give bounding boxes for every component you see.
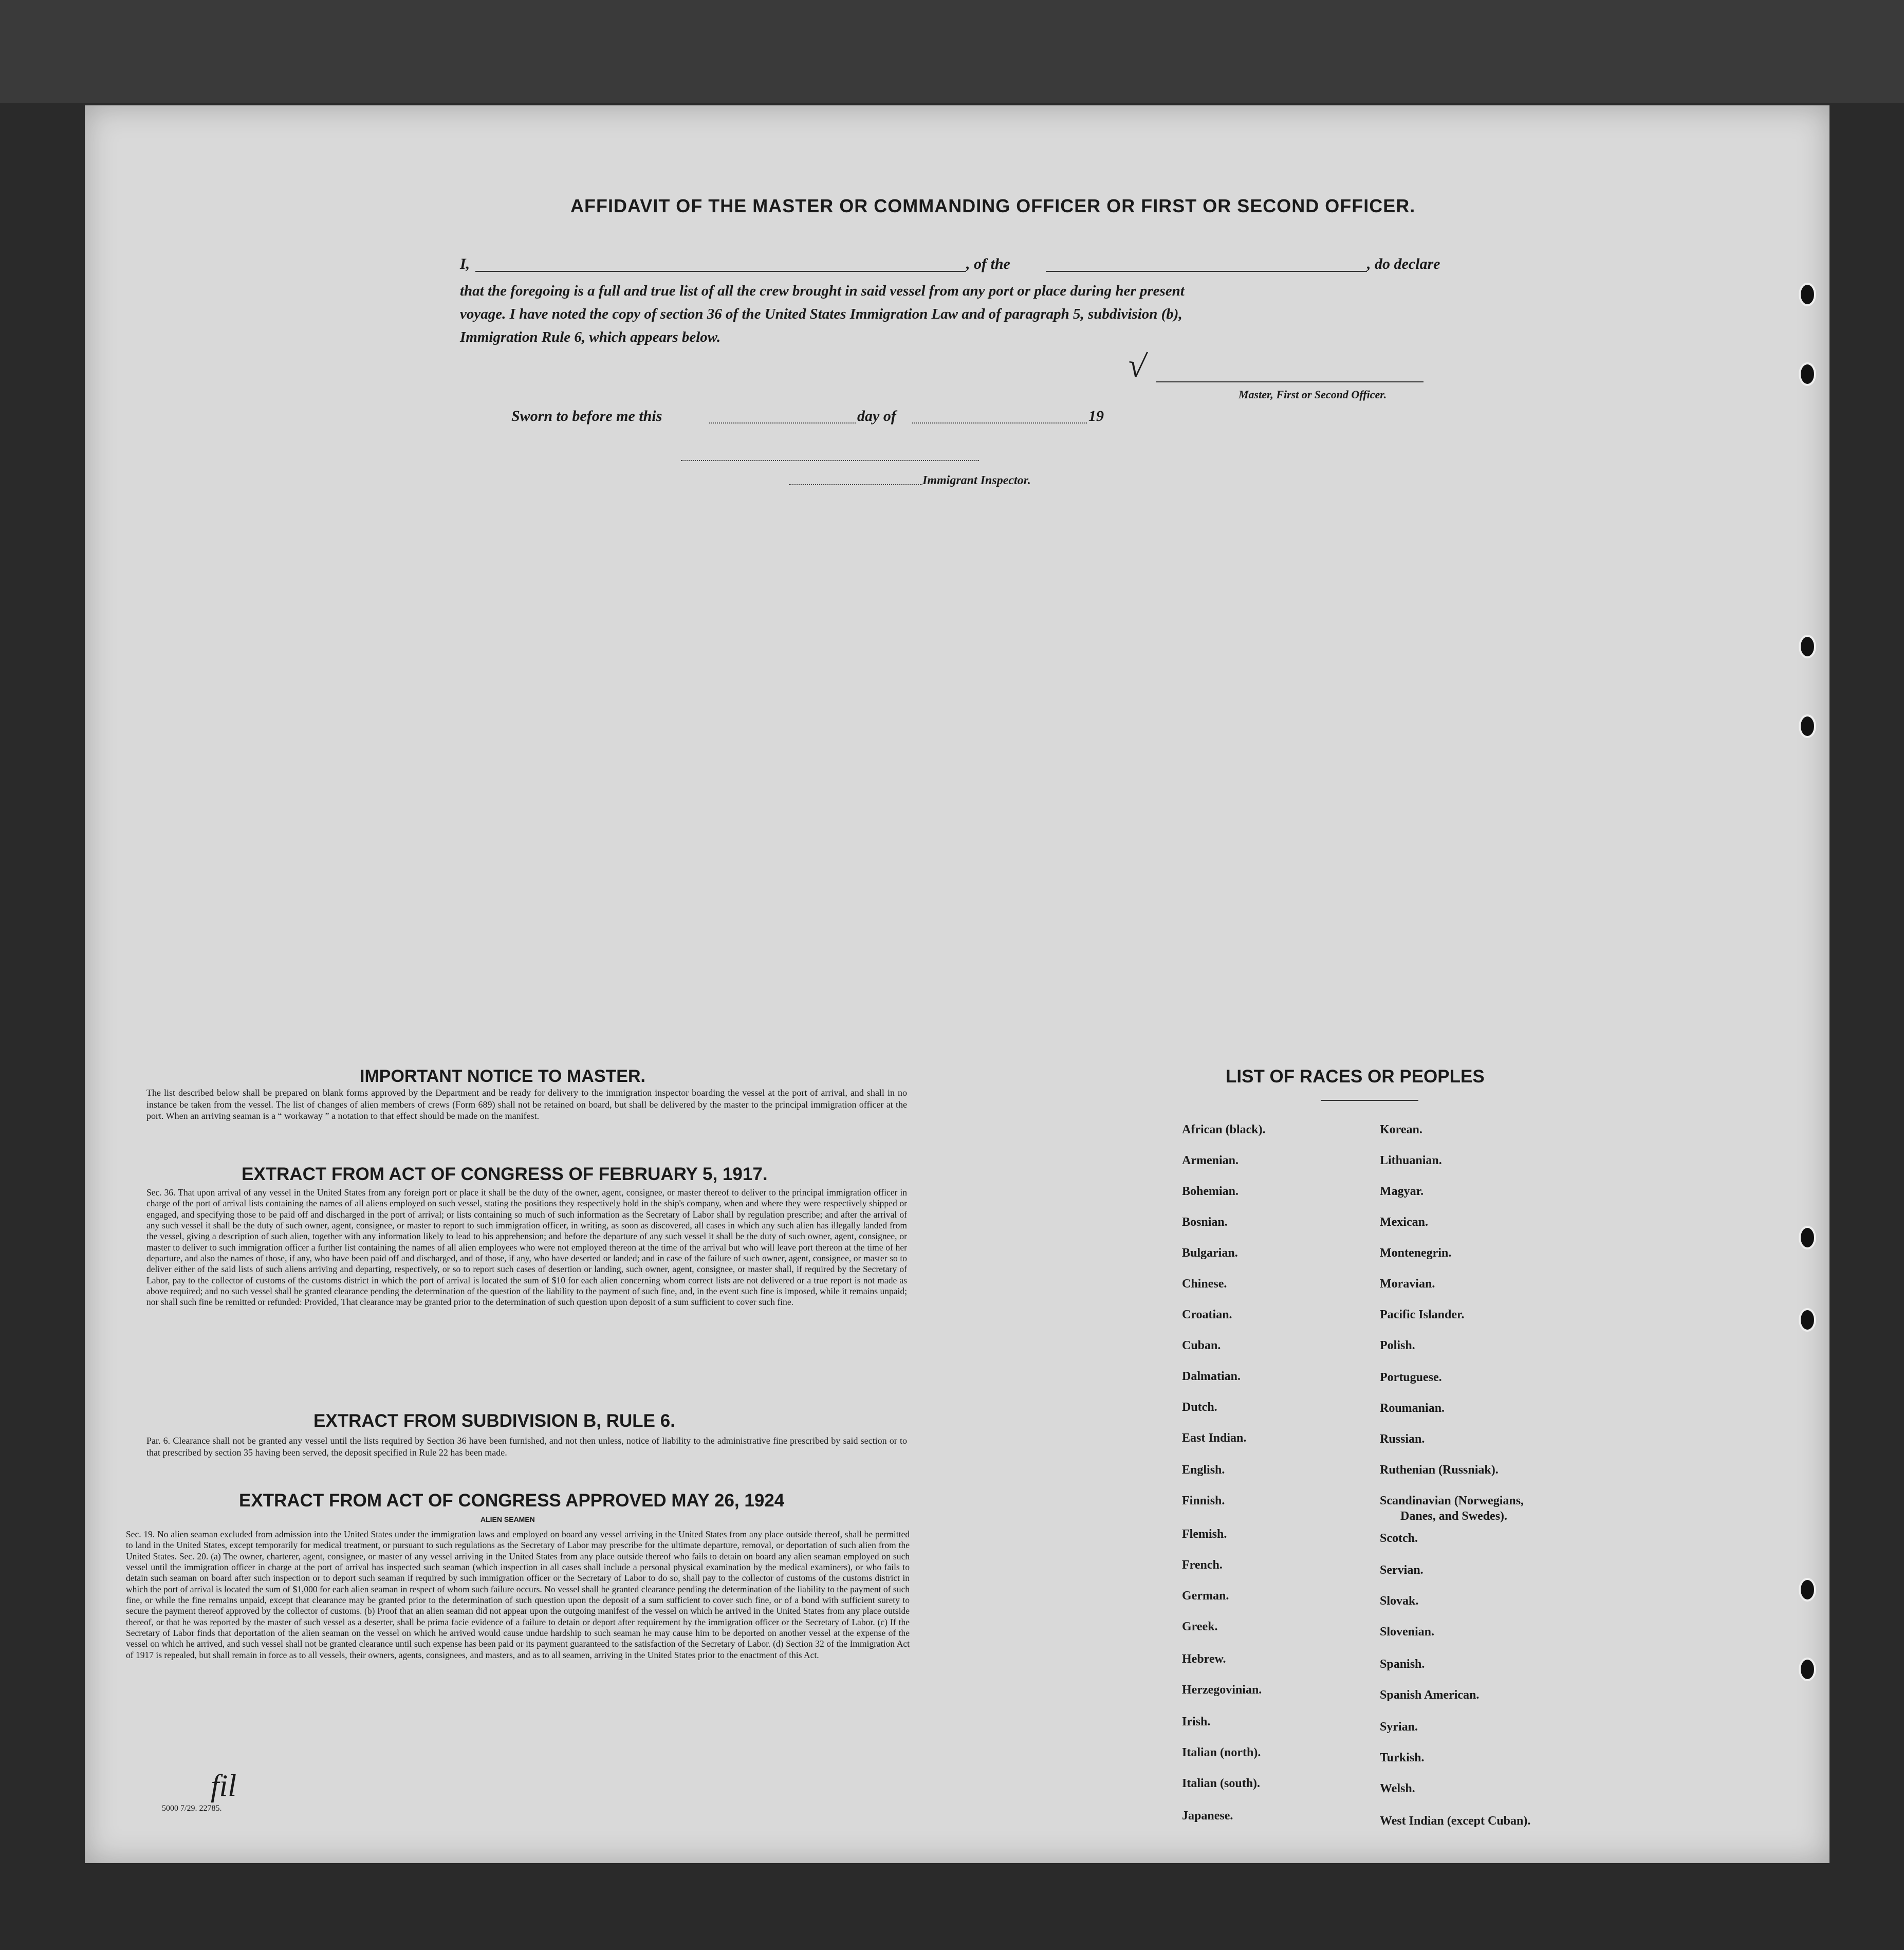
extract-rule6-title: EXTRACT FROM SUBDIVISION B, RULE 6.	[313, 1411, 675, 1431]
affidavit-i: I,	[460, 255, 470, 272]
extract-1917-body: Sec. 36. That upon arrival of any vessel in the United States from any foreign port or place it shall be the duty of the owner, agent, consignee, or master thereof to deliver to the principal immigration officer in charge of the port of arrival lists containing the names of all aliens employed on such vessel, stating the positions they respectively hold in the ship's company, when and where they were respectively shipped or engaged, and specifying those to be paid off and discharged in the port of arrival; or lists containing so much of such information as the Secretary of Labor shall by regulation prescribe; and after the arrival of any such vessel it shall be the duty of such owner, agent, consignee, or master to report to such immigration officer, in writing, as soon as discovered, all cases in which any such alien has illegally landed from the vessel, giving a description of such alien, together with any information likely to lead to his apprehension; and before the departure of any such vessel it shall be the duty of such owner, agent, consignee, or master to deliver to such immigration officer a further list containing the names of all alien employees who were not employed thereon at the time of the arrival but who will leave port thereon at the time of her departure, and also the names of those, if any, who have been paid off and discharged, and of those, if any, who have deserted or landed; and in case of the failure of such owner, agent, consignee, or master so to deliver either of the said lists of such aliens arriving and departing, respectively, or so to report such cases of desertion or landing, such owner, agent, consignee, or master shall, if required by the Secretary of Labor, pay to the collector of customs of the customs district in which the port of arrival is located the sum of $10 for each alien concerning whom correct lists are not delivered or a true report is not made as above required; and no such vessel shall be granted clearance pending the determination of the question of the liability to the payment of such fine, and, in the event such fine is imposed, while it remains unpaid; nor shall such fine be remitted or refunded: Provided, That clearance may be granted prior to the determination of such question upon deposit of a sum sufficient to cover such fine.	[146, 1187, 907, 1308]
race-item: German.	[1182, 1589, 1229, 1603]
sworn-day-line	[709, 422, 856, 424]
race-item: African (black).	[1182, 1123, 1266, 1136]
race-item: Roumanian.	[1380, 1402, 1445, 1415]
handwritten-check: √	[1125, 346, 1149, 385]
race-item: Dutch.	[1182, 1401, 1217, 1414]
inspector-line-1	[681, 460, 979, 461]
race-item: East Indian.	[1182, 1431, 1247, 1445]
races-title: LIST OF RACES OR PEOPLES	[1226, 1066, 1485, 1087]
race-item: Italian (north).	[1182, 1746, 1261, 1759]
day-of-text: day of	[857, 408, 896, 425]
race-item: Magyar.	[1380, 1185, 1424, 1198]
form-footer-code: 5000 7/29. 22785.	[162, 1804, 222, 1813]
race-item: Scandinavian (Norwegians,	[1380, 1494, 1524, 1507]
extract-1917-title: EXTRACT FROM ACT OF CONGRESS OF FEBRUARY 5, 1917.	[242, 1164, 768, 1184]
scan-background-strip	[0, 0, 1904, 103]
punch-hole	[1799, 635, 1816, 658]
vessel-name-line	[1046, 271, 1367, 272]
races-title-rule	[1321, 1100, 1418, 1101]
punch-hole	[1799, 1578, 1816, 1602]
sworn-text: Sworn to before me this	[511, 408, 662, 425]
affidavit-line3: voyage. I have noted the copy of section 36 of the United States Immigration Law and of paragraph 5, subdivision (b),	[460, 306, 1182, 322]
master-name-line	[475, 271, 966, 272]
handwritten-note: fil	[211, 1769, 237, 1802]
race-item: Spanish.	[1380, 1658, 1425, 1671]
extract-1924-subtitle: ALIEN SEAMEN	[480, 1515, 535, 1523]
race-item: Korean.	[1380, 1123, 1422, 1136]
punch-hole	[1799, 714, 1816, 738]
race-item: French.	[1182, 1558, 1223, 1572]
race-item: Greek.	[1182, 1620, 1218, 1633]
race-item: Mexican.	[1380, 1216, 1428, 1229]
inspector-label: Immigrant Inspector.	[922, 474, 1031, 487]
race-item: Scotch.	[1380, 1532, 1418, 1545]
race-item: Polish.	[1380, 1339, 1415, 1352]
punch-hole	[1799, 362, 1816, 386]
race-item: Chinese.	[1182, 1277, 1227, 1291]
signature-line	[1156, 381, 1424, 382]
race-item: Danes, and Swedes).	[1400, 1510, 1508, 1523]
affidavit-of-the: , of the	[966, 255, 1010, 272]
race-item: Slovenian.	[1380, 1625, 1435, 1639]
race-item: Hebrew.	[1182, 1652, 1226, 1666]
inspector-line-2	[789, 484, 922, 485]
race-item: Syrian.	[1380, 1720, 1418, 1734]
punch-hole	[1799, 1658, 1816, 1681]
races-column-2	[1380, 1123, 1585, 1843]
race-item: Bohemian.	[1182, 1185, 1239, 1198]
race-item: Dalmatian.	[1182, 1370, 1241, 1383]
notice-body: The list described below shall be prepared on blank forms approved by the Department and be ready for delivery to the immigration inspector boarding the vessel at the port of arrival, and shall in no instance be taken from the vessel. The list of changes of alien members of crews (Form 689) shall not be retained on board, but shall be delivered by the master to the principal immigration officer at the port. When an arriving seaman is a “ workaway ” a notation to that effect should be made on the manifest.	[146, 1088, 907, 1121]
punch-hole	[1799, 1308, 1816, 1332]
extract-1924-title: EXTRACT FROM ACT OF CONGRESS APPROVED MAY 26, 1924	[239, 1491, 785, 1511]
race-item: Spanish American.	[1380, 1688, 1480, 1702]
race-item: West Indian (except Cuban).	[1380, 1814, 1531, 1828]
race-item: Flemish.	[1182, 1528, 1227, 1541]
race-item: Cuban.	[1182, 1339, 1221, 1352]
race-item: Croatian.	[1182, 1308, 1232, 1321]
year-text: 19	[1088, 408, 1104, 425]
race-item: Portuguese.	[1380, 1371, 1442, 1384]
affidavit-title: AFFIDAVIT OF THE MASTER OR COMMANDING OFFICER OR FIRST OR SECOND OFFICER.	[570, 195, 1416, 216]
punch-hole	[1799, 1226, 1816, 1249]
race-item: Montenegrin.	[1380, 1246, 1452, 1260]
race-item: Ruthenian (Russniak).	[1380, 1463, 1499, 1477]
punch-hole	[1799, 283, 1816, 306]
race-item: Italian (south).	[1182, 1777, 1261, 1790]
affidavit-do-declare: , do declare	[1367, 255, 1440, 272]
races-column-1	[1182, 1123, 1346, 1843]
sworn-month-line	[912, 422, 1087, 424]
race-item: Russian.	[1380, 1432, 1425, 1446]
race-item: Turkish.	[1380, 1751, 1425, 1764]
race-item: Bulgarian.	[1182, 1246, 1238, 1260]
race-item: Moravian.	[1380, 1277, 1435, 1291]
affidavit-line2: that the foregoing is a full and true list of all the crew brought in said vessel from any port or place during her present	[460, 283, 1185, 299]
extract-rule6-body: Par. 6. Clearance shall not be granted any vessel until the lists required by Section 36 have been furnished, and not then unless, notice of liability to the administrative fine prescribed by said section or to that prescribed by section 35 having been served, the deposit specified in Rule 22 has been made.	[146, 1436, 907, 1458]
race-item: Pacific Islander.	[1380, 1308, 1465, 1321]
race-item: Herzegovinian.	[1182, 1683, 1262, 1697]
race-item: Welsh.	[1380, 1782, 1415, 1795]
race-item: English.	[1182, 1463, 1225, 1477]
race-item: Slovak.	[1380, 1594, 1419, 1608]
race-item: Irish.	[1182, 1715, 1211, 1728]
race-item: Bosnian.	[1182, 1216, 1228, 1229]
notice-title: IMPORTANT NOTICE TO MASTER.	[360, 1066, 645, 1086]
race-item: Japanese.	[1182, 1809, 1233, 1823]
extract-1924-body: Sec. 19. No alien seaman excluded from admission into the United States under the immigration laws and employed on board any vessel arriving in the United States from any place outside thereof, shall be permitted to land in the United States, except temporarily for medical treatment, or pursuant to such regulations as the Secretary of Labor may prescribe for the ultimate departure, removal, or deportation of such alien from the United States. Sec. 20. (a) The owner, charterer, agent, consignee, or master of any vessel arriving in the United States from any place outside thereof who fails to detain on board any alien seaman employed on such vessel until the immigration officer in charge at the port of arrival has inspected such seaman (which inspection in all cases shall include a personal physical examination by the medical examiners), or who fails to detain such seaman on board after such inspection or to deport such seaman if required by such immigration officer or the Secretary of Labor to do so, shall pay to the collector of customs of the customs district in which the port of arrival is located the sum of $1,000 for each alien seaman in respect of whom such failure occurs. No vessel shall be granted clearance pending the determination of the liability to the payment of such fine, or while the fine remains unpaid, except that clearance may be granted prior to the determination of such question upon the deposit of a sum sufficient to cover such fine, or of a bond with sufficient surety to secure the payment thereof approved by the collector of customs. (b) Proof that an alien seaman did not appear upon the outgoing manifest of the vessel on which he arrived in the United States from any place outside thereof, or that he was reported by the master of such vessel as a deserter, shall be prima facie evidence of a failure to detain or deport after requirement by the immigration officer or the Secretary of Labor. (c) If the Secretary of Labor finds that deportation of the alien seaman on the vessel on which he arrived would cause undue hardship to such seaman he may cause him to be deported on another vessel at the expense of the vessel on which he arrived, and such vessel shall not be granted clearance until such expense has been paid or its payment guaranteed to the satisfaction of the Secretary of Labor. (d) Section 32 of the Immigration Act of 1917 is repealed, but shall remain in force as to all vessels, their owners, agents, consignees, and masters, and as to all seamen, arriving in the United States prior to the enactment of this Act.	[126, 1529, 910, 1660]
race-item: Armenian.	[1182, 1154, 1238, 1167]
signer-label: Master, First or Second Officer.	[1238, 388, 1387, 401]
race-item: Servian.	[1380, 1563, 1424, 1577]
affidavit-line4: Immigration Rule 6, which appears below.	[460, 329, 721, 345]
race-item: Finnish.	[1182, 1494, 1225, 1507]
race-item: Lithuanian.	[1380, 1154, 1442, 1167]
